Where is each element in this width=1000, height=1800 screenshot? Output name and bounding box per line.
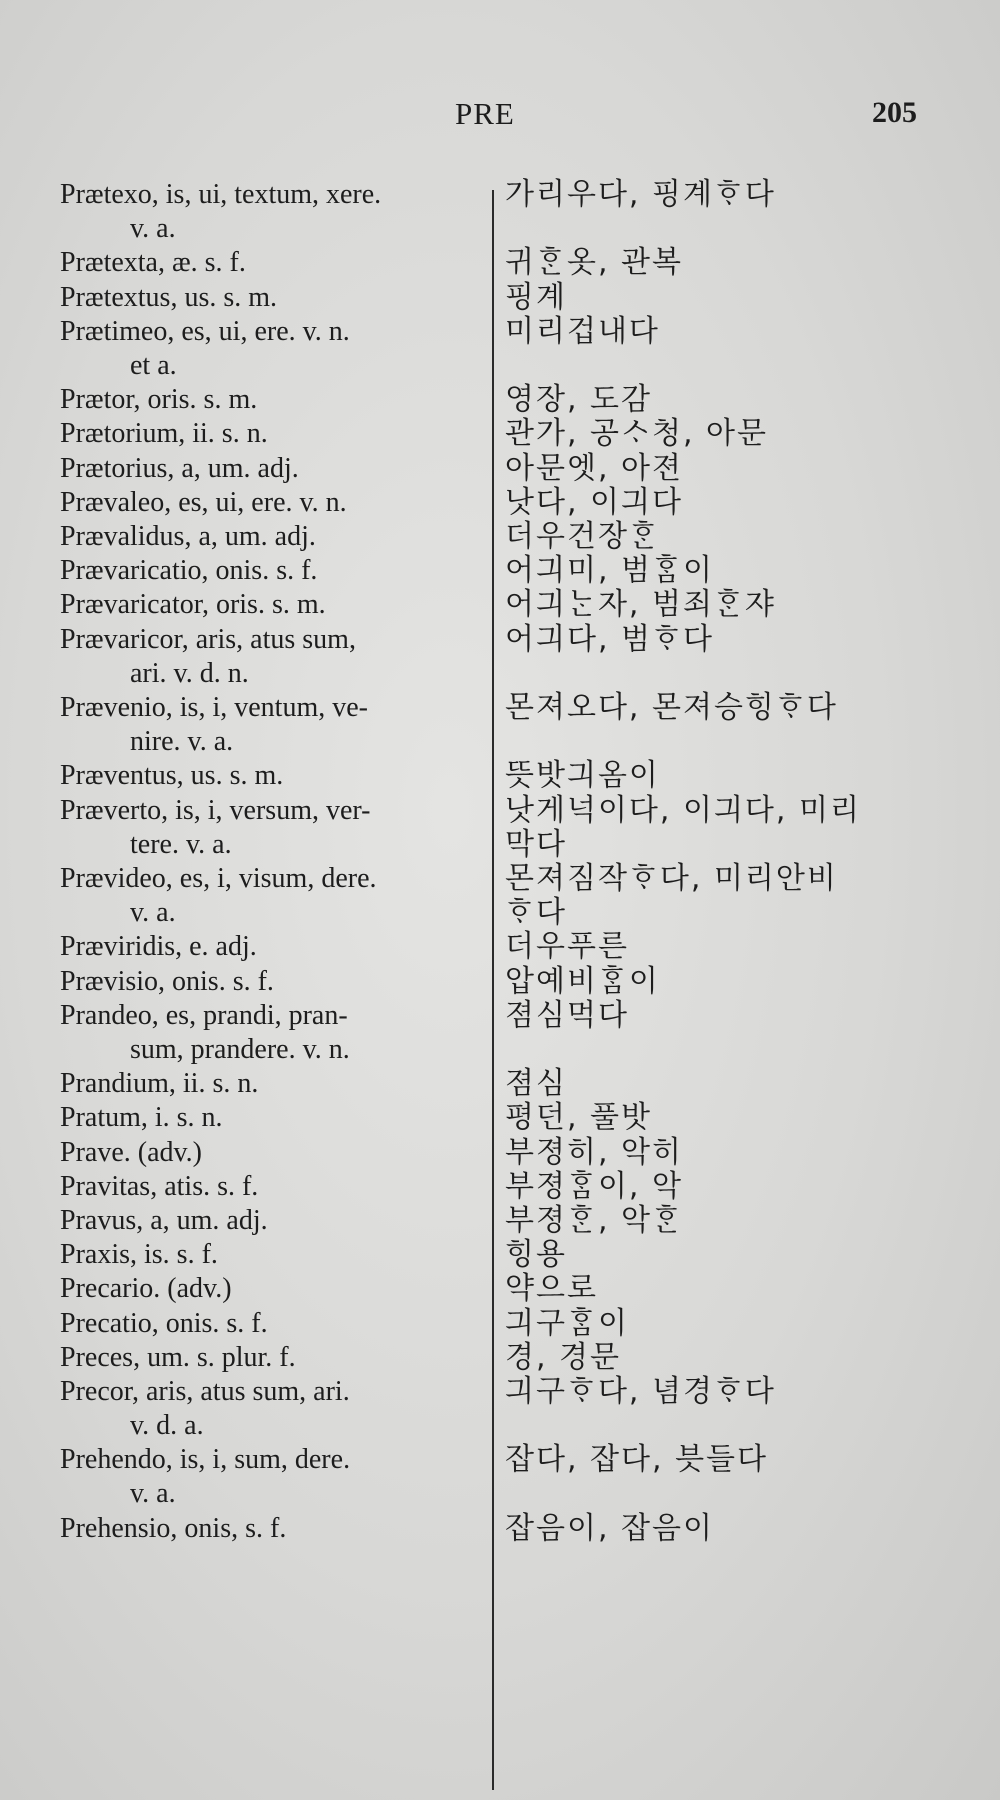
- latin-line: Prævaricatio, onis. s. f.: [60, 555, 318, 587]
- dictionary-entry: [0, 178, 1000, 246]
- dictionary-entry: [0, 1272, 1000, 1306]
- korean-line: 잡다, 잡다, 븟들다: [505, 1442, 769, 1478]
- korean-definition: [505, 1204, 945, 1238]
- korean-line: 낫게넉이다, 이긔다, 미리: [505, 792, 861, 828]
- latin-headword: [60, 417, 485, 451]
- latin-headword: [60, 930, 485, 964]
- korean-line: 핑계: [505, 279, 567, 315]
- latin-headword: [60, 281, 485, 315]
- korean-line: 낫다, 이긔다: [505, 484, 683, 520]
- korean-definition: [505, 930, 945, 964]
- latin-line: Prævenio, is, i, ventum, ve-: [60, 692, 368, 723]
- dictionary-entry: [0, 999, 1000, 1067]
- latin-line: Preces, um. s. plur. f.: [60, 1341, 296, 1373]
- dictionary-entry: [0, 1307, 1000, 1341]
- latin-line: Prætor, oris. s. m.: [60, 384, 258, 416]
- korean-line: 약으로: [505, 1271, 598, 1307]
- latin-headword: [60, 794, 485, 862]
- page-number: 205: [872, 96, 917, 129]
- latin-line: Precario. (adv.): [60, 1273, 232, 1305]
- korean-continuation-line: ᄒᆞ다: [505, 895, 567, 930]
- dictionary-entry: [0, 246, 1000, 280]
- latin-line: Prandeo, es, prandi, pran-: [60, 999, 348, 1031]
- latin-line: Prævaricator, oris. s. m.: [60, 589, 326, 621]
- latin-headword: [60, 965, 485, 999]
- latin-headword: [60, 1375, 485, 1443]
- dictionary-entry: [0, 1375, 1000, 1443]
- latin-line: Prehendo, is, i, sum, dere.: [60, 1444, 351, 1476]
- dictionary-entry: [0, 417, 1000, 451]
- korean-line: 더우건장ᄒᆞᆫ: [505, 519, 660, 554]
- latin-line: Præverto, is, i, versum, ver-: [60, 794, 371, 826]
- korean-definition: [505, 1101, 945, 1135]
- latin-line: Precor, aris, atus sum, ari.: [60, 1376, 350, 1407]
- latin-headword: [60, 691, 485, 759]
- dictionary-entry: [0, 554, 1000, 588]
- dictionary-entry: [0, 691, 1000, 759]
- korean-definition: [505, 1272, 945, 1306]
- korean-line: 부졍ᄒᆞᆷ이, 악: [505, 1168, 683, 1204]
- latin-line: Praxis, is. s. f.: [60, 1239, 218, 1271]
- latin-continuation-line: v. a.: [130, 213, 176, 244]
- latin-headword: [60, 1443, 485, 1511]
- korean-line: 관가, 공ᄉᆞ청, 아문: [505, 416, 769, 452]
- latin-line: Prætimeo, es, ui, ere. v. n.: [60, 315, 350, 347]
- korean-definition: [505, 417, 945, 451]
- latin-line: Prehensio, onis, s. f.: [60, 1512, 287, 1544]
- dictionary-entry: [0, 1136, 1000, 1170]
- latin-continuation-line: sum, prandere. v. n.: [130, 1033, 350, 1065]
- latin-line: Pravitas, atis. s. f.: [60, 1170, 259, 1202]
- latin-headword: [60, 1101, 485, 1135]
- latin-line: Pratum, i. s. n.: [60, 1102, 223, 1134]
- dictionary-entry: [0, 588, 1000, 622]
- latin-line: Prætorium, ii. s. n.: [60, 418, 268, 450]
- latin-line: Prævalidus, a, um. adj.: [60, 521, 316, 552]
- latin-headword: [60, 383, 485, 417]
- korean-line: 더우푸른: [505, 929, 629, 965]
- korean-line: 뜻밧긔옴이: [505, 758, 660, 794]
- latin-headword: [60, 554, 485, 588]
- latin-headword: [60, 1170, 485, 1204]
- latin-headword: [60, 1067, 485, 1101]
- latin-headword: [60, 759, 485, 793]
- dictionary-entry: [0, 1204, 1000, 1238]
- korean-definition: [505, 999, 945, 1033]
- korean-definition: [505, 452, 945, 486]
- korean-line: 졈심: [505, 1066, 567, 1102]
- korean-definition: [505, 1067, 945, 1101]
- korean-line: 졈심먹다: [505, 997, 629, 1033]
- latin-line: Prave. (adv.): [60, 1136, 203, 1168]
- latin-line: Prævaricor, aris, atus sum,: [60, 623, 356, 655]
- korean-line: 몬져오다, 몬져승힝ᄒᆞ다: [505, 690, 838, 725]
- korean-definition: [505, 486, 945, 520]
- dictionary-entry: [0, 486, 1000, 520]
- korean-definition: [505, 965, 945, 999]
- latin-line: Prævideo, es, i, visum, dere.: [60, 863, 377, 894]
- latin-line: Prætextus, us. s. m.: [60, 281, 278, 313]
- latin-continuation-line: tere. v. a.: [130, 828, 232, 860]
- latin-line: Prætexo, is, ui, textum, xere.: [60, 179, 382, 210]
- korean-definition: [505, 1307, 945, 1341]
- korean-line: 몬져짐작ᄒᆞ다, 미리안비: [505, 861, 838, 896]
- korean-line: 부졍ᄒᆞᆫ, 악ᄒᆞᆫ: [505, 1203, 683, 1238]
- korean-definition: [505, 520, 945, 554]
- latin-headword: [60, 178, 485, 246]
- latin-continuation-line: v. a.: [130, 1478, 176, 1510]
- korean-line: 영장, 도감: [505, 382, 652, 418]
- korean-definition: [505, 588, 945, 622]
- dictionary-entry: [0, 1101, 1000, 1135]
- korean-line: 어긔미, 범ᄒᆞᆷ이: [505, 553, 714, 589]
- dictionary-entry: [0, 1170, 1000, 1204]
- dictionary-entry: [0, 1443, 1000, 1511]
- latin-headword: [60, 623, 485, 691]
- korean-line: 어긔ᄂᆞᆫ자, 범죄ᄒᆞᆫ쟈: [505, 587, 776, 623]
- latin-line: Precatio, onis. s. f.: [60, 1307, 268, 1339]
- korean-definition: [505, 1238, 945, 1272]
- korean-definition: [505, 1375, 945, 1409]
- dictionary-entry: [0, 623, 1000, 691]
- dictionary-entry: [0, 520, 1000, 554]
- latin-headword: [60, 246, 485, 280]
- korean-definition: [505, 383, 945, 417]
- dictionary-entry: [0, 1512, 1000, 1546]
- korean-line: 힝용: [505, 1237, 567, 1273]
- korean-definition: [505, 862, 945, 930]
- korean-continuation-line: 막다: [505, 826, 567, 862]
- latin-continuation-line: nire. v. a.: [130, 726, 234, 757]
- korean-definition: [505, 246, 945, 280]
- latin-line: Prætexta, æ. s. f.: [60, 247, 246, 279]
- korean-definition: [505, 1512, 945, 1546]
- korean-line: 긔구ᄒᆞ다, 념경ᄒᆞ다: [505, 1374, 776, 1409]
- korean-definition: [505, 623, 945, 657]
- latin-headword: [60, 862, 485, 930]
- korean-line: 아문엣, 아젼: [505, 450, 683, 486]
- korean-line: 어긔다, 범ᄒᆞ다: [505, 621, 714, 657]
- running-head: [0, 96, 1000, 136]
- korean-definition: [505, 691, 945, 725]
- dictionary-entry: [0, 452, 1000, 486]
- latin-headword: [60, 1512, 485, 1546]
- dictionary-entry: [0, 315, 1000, 383]
- latin-headword: [60, 1307, 485, 1341]
- latin-continuation-line: v. d. a.: [130, 1410, 204, 1441]
- korean-line: 경, 경문: [505, 1339, 622, 1375]
- latin-headword: [60, 588, 485, 622]
- latin-headword: [60, 1204, 485, 1238]
- dictionary-entry: [0, 862, 1000, 930]
- dictionary-entry: [0, 965, 1000, 999]
- korean-line: 미리겁내다: [505, 313, 660, 349]
- dictionary-entry: [0, 1067, 1000, 1101]
- korean-definition: [505, 554, 945, 588]
- korean-definition: [505, 1443, 945, 1477]
- korean-line: 평던, 풀밧: [505, 1100, 652, 1136]
- korean-line: 가리우다, 핑계ᄒᆞ다: [505, 177, 776, 212]
- dictionary-entry: [0, 930, 1000, 964]
- dictionary-entry: [0, 383, 1000, 417]
- dictionary-entry: [0, 759, 1000, 793]
- latin-continuation-line: et a.: [130, 349, 177, 381]
- latin-headword: [60, 1272, 485, 1306]
- korean-definition: [505, 1170, 945, 1204]
- dictionary-entry: [0, 794, 1000, 862]
- latin-continuation-line: ari. v. d. n.: [130, 657, 249, 689]
- korean-definition: [505, 759, 945, 793]
- latin-headword: [60, 1136, 485, 1170]
- dictionary-entry: [0, 281, 1000, 315]
- latin-headword: [60, 1341, 485, 1375]
- latin-line: Præventus, us. s. m.: [60, 760, 284, 792]
- korean-definition: [505, 1136, 945, 1170]
- latin-line: Prævisio, onis. s. f.: [60, 965, 274, 997]
- latin-headword: [60, 315, 485, 383]
- latin-headword: [60, 999, 485, 1067]
- latin-headword: [60, 520, 485, 554]
- latin-headword: [60, 452, 485, 486]
- korean-line: 귀ᄒᆞᆫ옷, 관복: [505, 245, 683, 281]
- korean-definition: [505, 794, 945, 862]
- latin-headword: [60, 486, 485, 520]
- korean-definition: [505, 178, 945, 212]
- korean-line: 긔구ᄒᆞᆷ이: [505, 1305, 629, 1341]
- korean-line: 잡음이, 잡음이: [505, 1510, 714, 1546]
- latin-line: Prævaleo, es, ui, ere. v. n.: [60, 486, 347, 518]
- latin-line: Prandium, ii. s. n.: [60, 1068, 259, 1100]
- korean-definition: [505, 315, 945, 349]
- korean-definition: [505, 1341, 945, 1375]
- dictionary-entry: [0, 1341, 1000, 1375]
- dictionary-entry: [0, 1238, 1000, 1272]
- latin-continuation-line: v. a.: [130, 897, 176, 928]
- latin-line: Prætorius, a, um. adj.: [60, 452, 299, 484]
- korean-definition: [505, 281, 945, 315]
- latin-headword: [60, 1238, 485, 1272]
- latin-line: Præviridis, e. adj.: [60, 931, 257, 963]
- running-head-title: PRE: [455, 96, 515, 131]
- korean-line: 부졍히, 악히: [505, 1134, 683, 1170]
- latin-line: Pravus, a, um. adj.: [60, 1205, 268, 1236]
- korean-line: 압예비ᄒᆞᆷ이: [505, 963, 660, 999]
